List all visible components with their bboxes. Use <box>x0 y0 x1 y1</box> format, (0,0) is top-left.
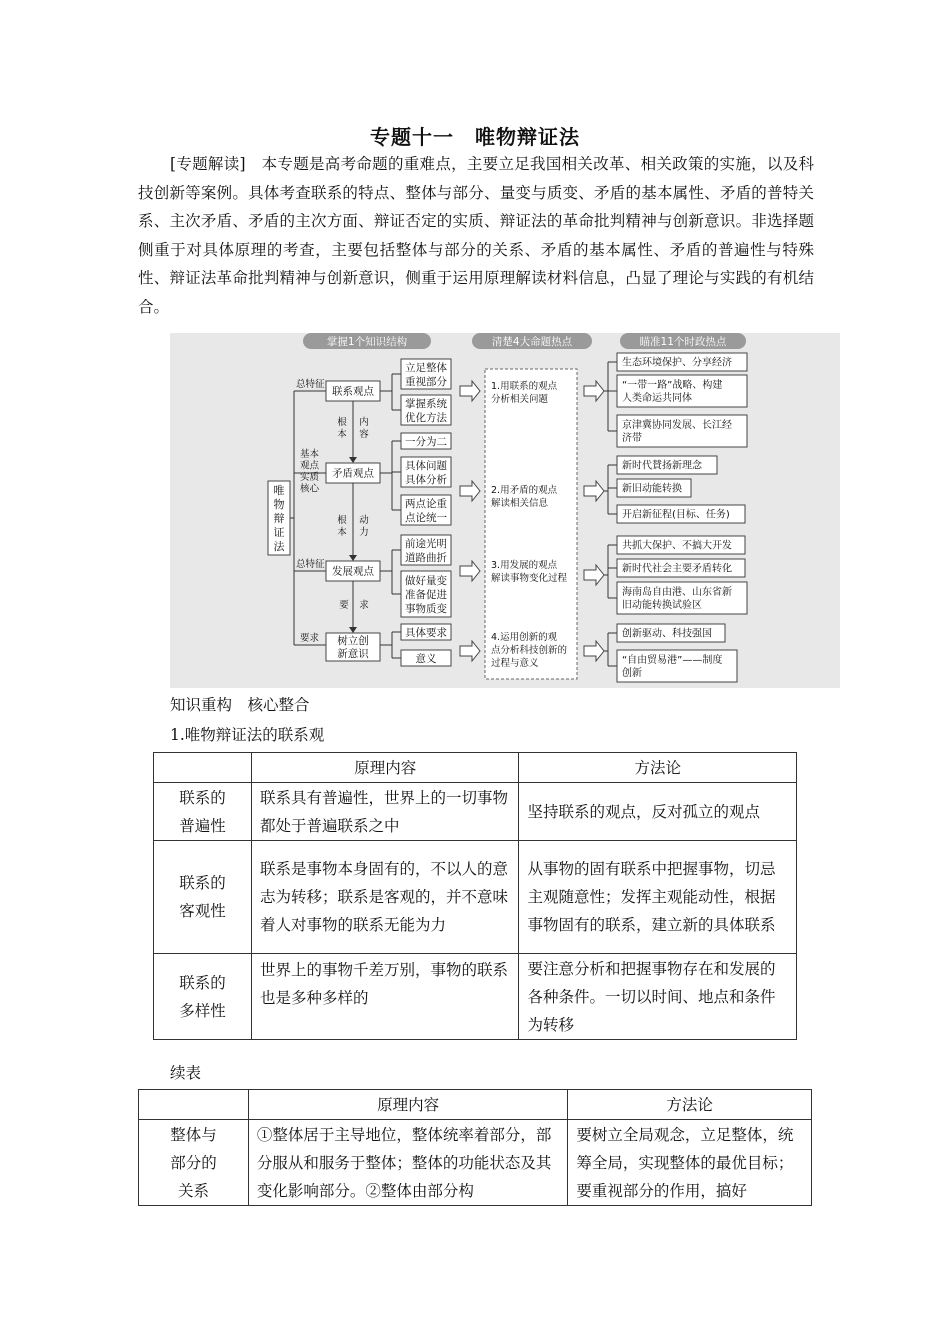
topic-0-text: 生态环境保护、分享经济 <box>622 357 732 369</box>
vertical-label: 本 <box>337 429 347 440</box>
branch-label: 要求 <box>300 633 320 644</box>
hotspot-text: 点分析科技创新的 <box>491 645 568 656</box>
table-row <box>154 954 797 1040</box>
vertical-label: 求 <box>359 600 369 611</box>
flow-arrow <box>460 381 480 401</box>
hotspot-text: 分析相关问题 <box>491 394 549 405</box>
topic-3-text: 新时代賛扬新理念 <box>622 460 702 472</box>
leaf-8-text: 意义 <box>415 653 437 665</box>
method-cell: 要树立全局观念，立足整体，统筹全局，实现整体的最优目标；要重视部分的作用，搞好 <box>568 1120 812 1206</box>
vertical-label: 要 <box>339 600 349 611</box>
leaf-1-text: 掌握系统 <box>405 398 447 410</box>
flow-arrow <box>460 561 480 581</box>
topic-4-text: 新旧动能转换 <box>622 483 682 495</box>
flow-arrow <box>460 481 480 501</box>
table-row <box>154 841 797 954</box>
table-row <box>139 1120 812 1206</box>
leaf-4-text: 两点论重 <box>405 498 447 510</box>
row-heading <box>154 954 252 1040</box>
intro-lead: [专题解读] 本专题是高考命题的重难点，主要立足我国相关改革、相关政策的实施，以及科技创新等案例。具体考查联系的特点、整体与部分、量变与质变、矛盾的基本属性、矛盾的普特关系、主次矛盾、矛盾的主次方面、辩证否定的实质、辩证法的革命批判精神与创新意识。非选择题侧重于对具体原理的考查，主要包括整体与部分的关系、矛盾的基本属性、矛盾的普遍性与特殊性、辩证法革命批判精神与创新意识，侧重于运用原理解读材料信息，凸显了理论与实践的有机结合。 <box>138 155 814 316</box>
hotspot-text: 解读事物变化过程 <box>491 573 568 584</box>
root-node-text: 物 <box>273 498 285 511</box>
row-heading-text: 联系的客观性 <box>179 874 226 920</box>
leaf-0-text: 重视部分 <box>405 376 447 388</box>
vertical-label: 根 <box>337 515 347 526</box>
table-header-cell: 方法论 <box>568 1090 812 1120</box>
leaf-6-text: 做好量变 <box>405 575 447 587</box>
arrow-head <box>349 457 357 463</box>
row-heading-text: 联系的普遍性 <box>179 788 226 835</box>
knowledge-structure-diagram <box>170 333 840 688</box>
leaf-4-text: 点论统一 <box>405 512 447 524</box>
root-node-text: 唯 <box>273 484 285 497</box>
table-row <box>154 783 797 841</box>
method-cell: 从事物的固有联系中把握事物，切忌主观随意性；发挥主观能动性，根据事物固有的联系，建立新的具体联系 <box>519 841 797 954</box>
leaf-6-text: 事物质变 <box>405 603 447 615</box>
leaf-3-text: 具体分析 <box>405 474 447 486</box>
branch-label: 总特征 <box>296 379 325 390</box>
branch-label: 观点 <box>300 460 320 472</box>
method-cell: 坚持联系的观点，反对孤立的观点 <box>519 783 797 841</box>
leaf-2-text: 一分为二 <box>405 436 447 448</box>
intro-paragraph <box>138 150 814 321</box>
row-heading <box>154 841 252 954</box>
diagram-svg <box>170 333 840 688</box>
leaf-5-text: 前途光明 <box>405 538 447 550</box>
hotspot-text: 过程与意义 <box>491 658 539 669</box>
branch-label: 实质 <box>300 472 320 483</box>
leaf-3-text: 具体问题 <box>405 460 447 472</box>
leaf-7-text: 具体要求 <box>405 627 447 639</box>
section-heading: 知识重构 核心整合 <box>170 696 310 714</box>
root-node-text: 证 <box>273 526 285 539</box>
flow-arrow <box>584 641 604 661</box>
leaf-5-text: 道路曲折 <box>405 552 447 564</box>
table-header-cell: 原理内容 <box>248 1090 567 1120</box>
vertical-label: 内 <box>359 417 369 428</box>
topic-8-text: 海南岛自由港、山东省新 <box>622 587 732 598</box>
principle-cell: ①整体居于主导地位，整体统率着部分，部分服从和服务于整体；整体的功能状态及其变化影响部分。②整体由部分构 <box>248 1120 567 1206</box>
page-title: 专题十一 唯物辩证法 <box>370 125 580 149</box>
vertical-label: 本 <box>337 527 347 538</box>
hotspot-text: 4.运用创新的观 <box>491 632 558 643</box>
topic-1-text: 人类命运共同体 <box>622 393 692 404</box>
row-heading <box>139 1120 249 1206</box>
topic-10-text: 创新 <box>622 668 642 679</box>
arrow-head <box>349 627 357 633</box>
hotspot-text: 3.用发展的观点 <box>491 560 558 571</box>
principle-cell: 联系是事物本身固有的，不以人的意志为转移；联系是客观的，并不意味着人对事物的联系无能为力 <box>251 841 519 954</box>
vertical-label: 力 <box>359 527 369 538</box>
table-header-cell: 方法论 <box>519 753 797 783</box>
arrow-head <box>349 555 357 561</box>
vertical-label: 动 <box>359 515 369 526</box>
header-hotspots-text: 清楚4大命题热点 <box>491 336 573 348</box>
subsection-heading: 1.唯物辩证法的联系观 <box>170 726 325 744</box>
connection-table <box>153 752 797 1040</box>
leaf-6-text: 准备促进 <box>405 589 447 601</box>
hotspot-text: 1.用联系的观点 <box>491 381 558 392</box>
node-lianxi-text: 联系观点 <box>332 385 374 398</box>
flow-arrow <box>584 381 604 401</box>
node-chuangxin-text: 新意识 <box>337 648 369 660</box>
hotspot-text: 解读相关信息 <box>491 498 549 509</box>
topic-6-text: 共抓大保护、不搞大开发 <box>622 540 732 552</box>
flow-arrow <box>460 641 480 661</box>
header-structure-text: 掌握1个知识结构 <box>326 336 408 348</box>
table-header-cell <box>154 753 252 783</box>
node-maodun-text: 矛盾观点 <box>332 467 374 480</box>
row-heading-text: 整体与部分的关系 <box>170 1125 217 1200</box>
table-header-cell <box>139 1090 249 1120</box>
node-chuangxin-text: 树立创 <box>337 635 369 647</box>
flow-arrow <box>584 565 604 585</box>
topic-5-text: 开启新征程(目标、任务) <box>622 509 730 521</box>
node-fazhan-text: 发展观点 <box>332 565 374 578</box>
method-cell: 要注意分析和把握事物存在和发展的各种条件。一切以时间、地点和条件为转移 <box>519 954 797 1040</box>
branch-label: 基本 <box>300 449 320 460</box>
vertical-label: 容 <box>359 429 369 440</box>
header-topics-text: 瞄准11个时政热点 <box>639 336 727 348</box>
leaf-1-text: 优化方法 <box>405 412 447 424</box>
leaf-0-text: 立足整体 <box>405 362 447 374</box>
principle-cell: 联系具有普遍性，世界上的一切事物都处于普遍联系之中 <box>251 783 519 841</box>
root-node-text: 法 <box>273 540 285 553</box>
topic-9-text: 创新驱动、科技强国 <box>622 628 712 640</box>
topic-7-text: 新时代社会主要矛盾转化 <box>622 563 732 575</box>
hotspot-text: 2.用矛盾的观点 <box>491 485 558 496</box>
root-node-text: 辩 <box>273 512 285 525</box>
topic-1-text: “一带一路”战略、构建 <box>622 380 723 391</box>
table-header-row <box>154 753 797 783</box>
topic-10-text: “自由贸易港”——制度 <box>622 655 723 666</box>
branch-label: 总特征 <box>296 559 325 570</box>
flow-arrow <box>584 481 604 501</box>
topic-8-text: 旧动能转换试验区 <box>622 600 702 611</box>
table-header-row <box>139 1090 812 1120</box>
table-header-cell: 原理内容 <box>251 753 519 783</box>
row-heading <box>154 783 252 841</box>
vertical-label: 根 <box>337 417 347 428</box>
branch-label: 核心 <box>300 483 320 495</box>
topic-2-text: 京津冀协同发展、长江经 <box>622 420 732 431</box>
continued-table <box>138 1089 812 1206</box>
principle-cell: 世界上的事物千差万别，事物的联系也是多种多样的 <box>251 954 519 1040</box>
topic-2-text: 济带 <box>622 433 642 444</box>
continued-label: 续表 <box>170 1064 202 1082</box>
row-heading-text: 联系的多样性 <box>179 973 226 1020</box>
